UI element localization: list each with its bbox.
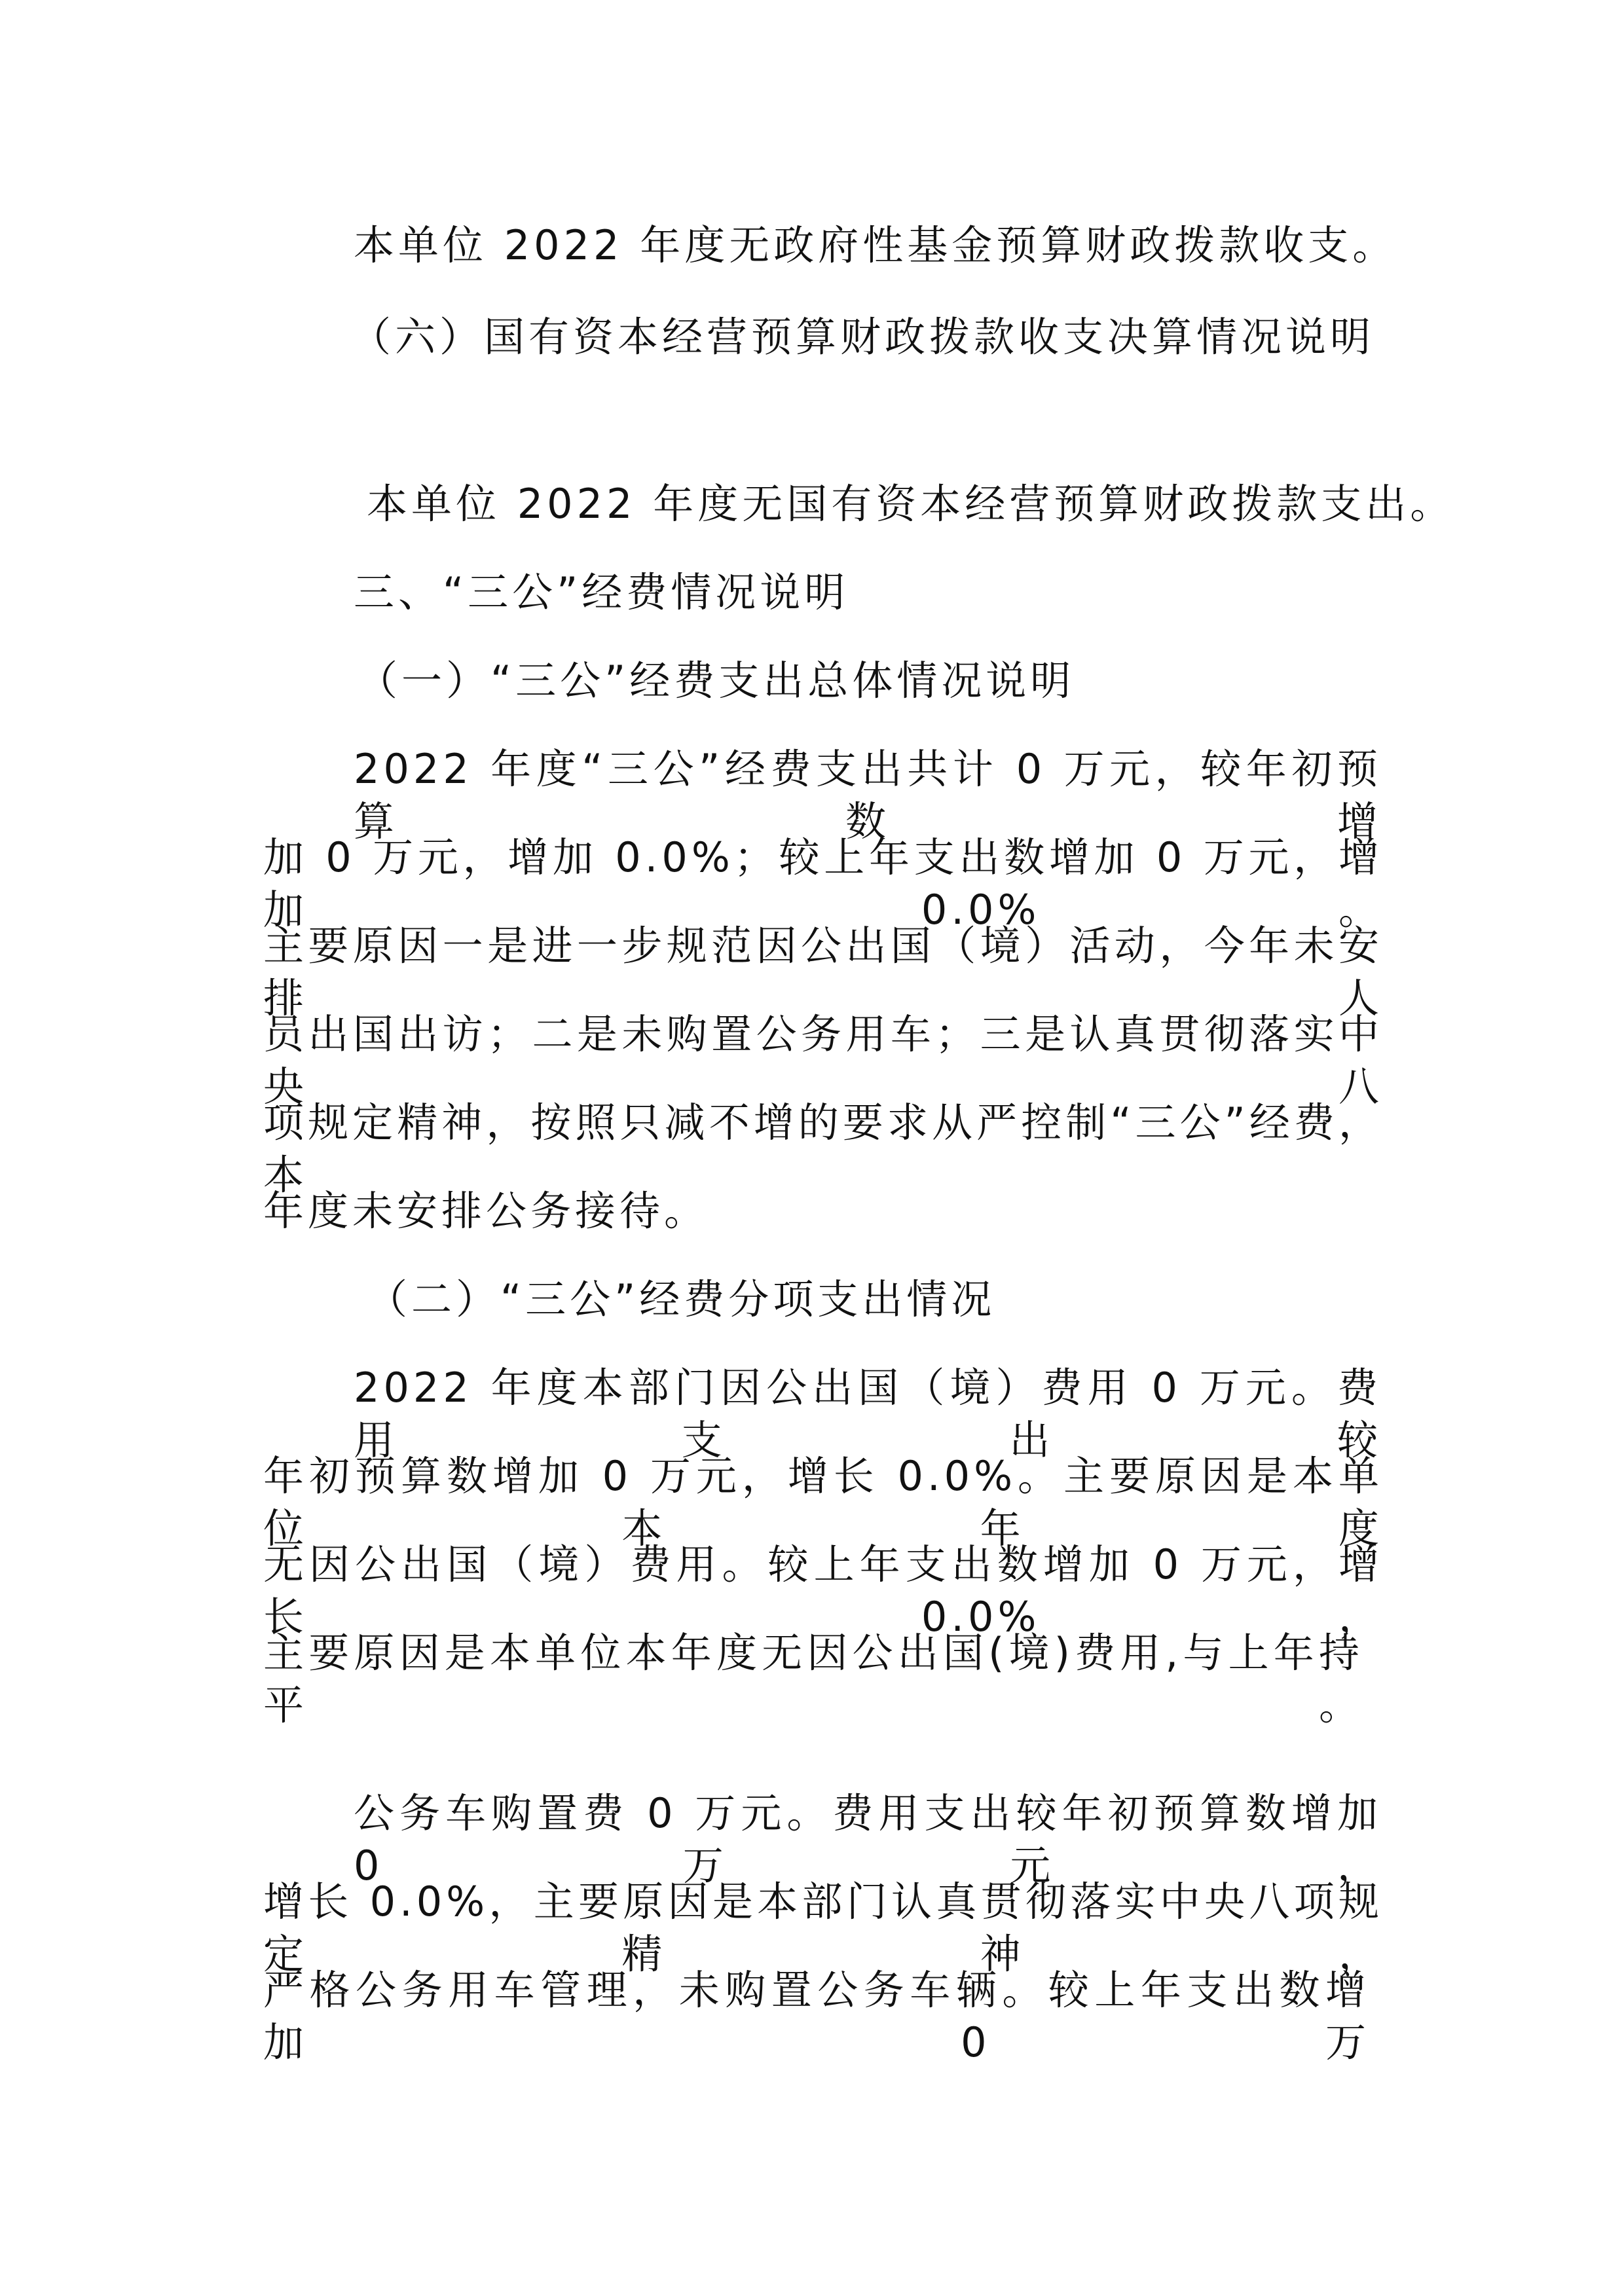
paragraph-no-state-capital-expenditure: 本单位 2022 年度无国有资本经营预算财政拨款支出。 bbox=[367, 480, 1455, 528]
heading-state-capital-budget: （六）国有资本经营预算财政拨款收支决算情况说明 bbox=[350, 313, 1375, 361]
heading-overall-expenditure: （一）“三公”经费支出总体情况说明 bbox=[357, 657, 1075, 704]
paragraph-overseas-line-1: 2022 年度本部门因公出国（境）费用 0 万元。费用支出较 bbox=[354, 1364, 1382, 1464]
paragraph-vehicle-line-1: 公务车购置费 0 万元。费用支出较年初预算数增加 0 万元， bbox=[354, 1789, 1382, 1889]
paragraph-overseas-line-3: 无因公出国（境）费用。较上年支出数增加 0 万元，增长 0.0%， bbox=[263, 1540, 1383, 1641]
paragraph-vehicle-line-3: 严格公务用车管理，未购置公务车辆。较上年支出数增加 0 万 bbox=[263, 1966, 1370, 2066]
paragraph-overall-line-2: 加 0 万元，增加 0.0%；较上年支出数增加 0 万元，增加 0.0%。 bbox=[263, 833, 1383, 934]
paragraph-overall-line-3: 主要原因一是进一步规范因公出国（境）活动，今年未安排人 bbox=[263, 922, 1383, 1022]
paragraph-overall-line-6: 年度未安排公务接待。 bbox=[263, 1187, 709, 1235]
heading-itemized-expenditure: （二）“三公”经费分项支出情况 bbox=[367, 1275, 996, 1323]
paragraph-vehicle-line-2: 增长 0.0%，主要原因是本部门认真贯彻落实中央八项规定精神， bbox=[263, 1878, 1383, 1978]
paragraph-no-government-fund: 本单位 2022 年度无政府性基金预算财政拨款收支。 bbox=[354, 221, 1397, 269]
paragraph-overall-line-1: 2022 年度“三公”经费支出共计 0 万元，较年初预算数增 bbox=[354, 745, 1382, 845]
heading-three-public-expenses: 三、“三公”经费情况说明 bbox=[354, 568, 849, 616]
paragraph-overall-line-5: 项规定精神，按照只减不增的要求从严控制“三公”经费，本 bbox=[263, 1099, 1383, 1199]
paragraph-overseas-line-2: 年初预算数增加 0 万元，增长 0.0%。主要原因是本单位本年度 bbox=[263, 1452, 1383, 1552]
paragraph-overall-line-4: 员出国出访；二是未购置公务用车；三是认真贯彻落实中央八 bbox=[263, 1010, 1383, 1110]
paragraph-overseas-line-4: 主要原因是本单位本年度无因公出国(境)费用,与上年持平。 bbox=[263, 1629, 1363, 1729]
